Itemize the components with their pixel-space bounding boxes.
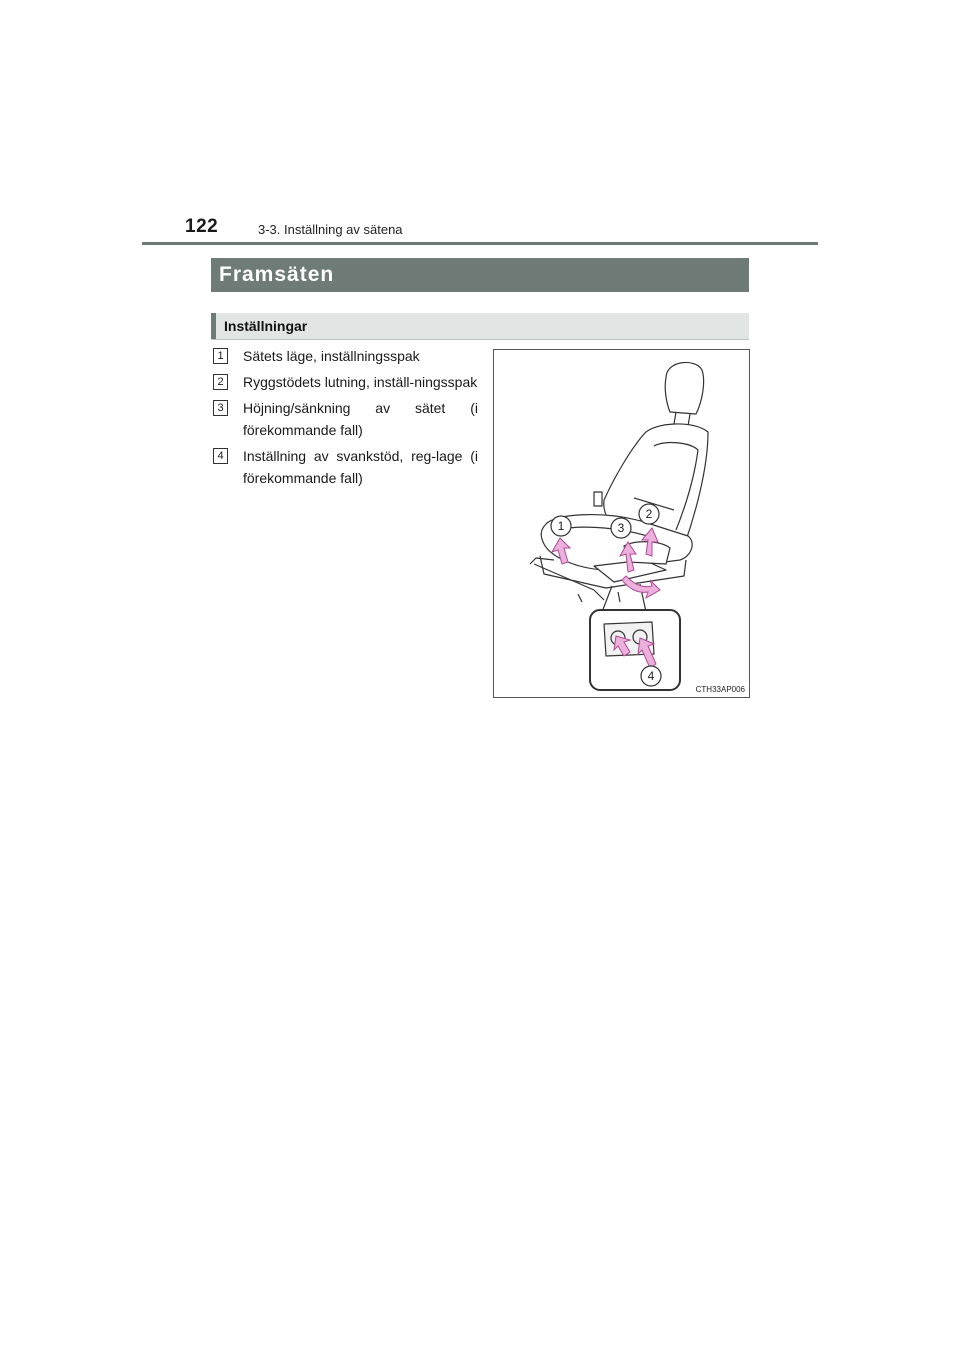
subsection-accent — [211, 313, 216, 339]
callout-label: 2 — [645, 507, 653, 521]
subsection-heading — [211, 313, 749, 340]
car-seat-illustration-icon — [494, 350, 751, 699]
subsection-label: Inställningar — [224, 318, 308, 334]
page-number: 122 — [185, 216, 219, 237]
list-item — [213, 345, 478, 367]
list-item — [213, 445, 478, 489]
item-number: 2 — [213, 374, 228, 390]
callout-label: 4 — [647, 669, 655, 683]
item-number: 1 — [213, 348, 228, 364]
item-text: Inställning av svankstöd, reg-lage (i förekommande fall) — [243, 448, 478, 486]
callout-label: 3 — [617, 521, 625, 535]
section-reference: 3-3. Inställning av sätena — [258, 222, 403, 237]
list-item — [213, 371, 478, 393]
page-title: Framsäten — [211, 258, 749, 292]
item-text: Ryggstödets lutning, inställ-ningsspak — [243, 374, 478, 390]
callout-label: 1 — [557, 519, 565, 533]
adjustment-list — [213, 345, 478, 493]
header-rule — [142, 242, 818, 245]
item-number: 3 — [213, 400, 228, 416]
item-text: Höjning/sänkning av sätet (i förekommande fall) — [243, 400, 478, 438]
list-item — [213, 397, 478, 441]
item-text: Sätets läge, inställningsspak — [243, 348, 420, 364]
figure-code: CTH33AP006 — [695, 685, 745, 694]
seat-figure — [493, 349, 750, 698]
item-number: 4 — [213, 448, 228, 464]
